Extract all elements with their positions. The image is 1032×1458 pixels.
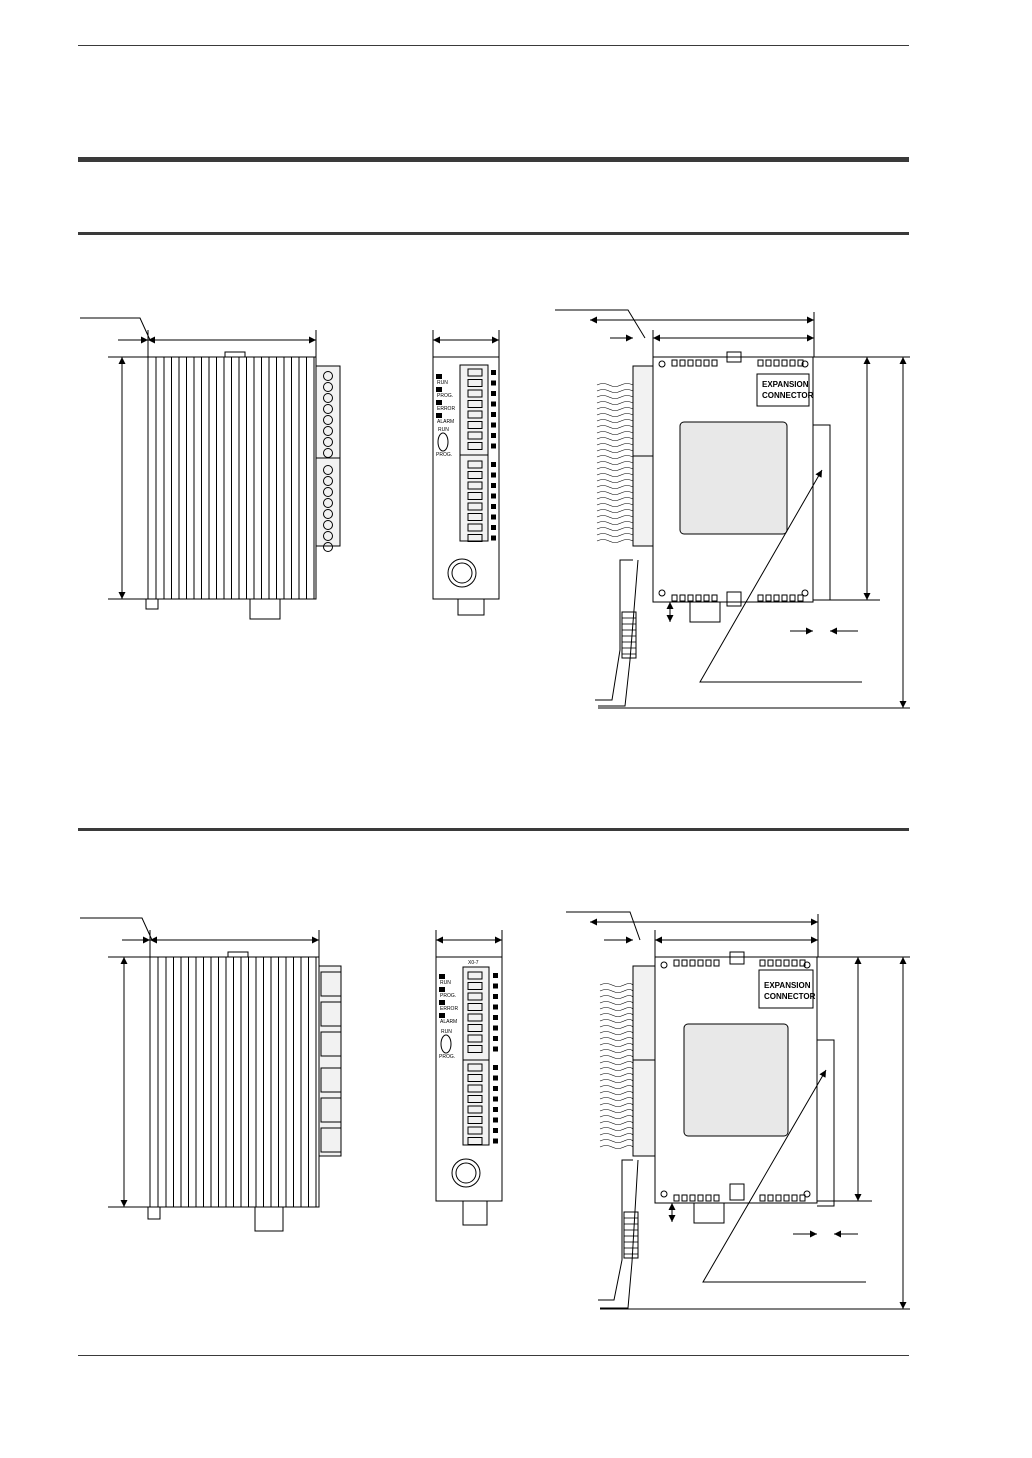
wire-strand	[597, 438, 633, 441]
vent-slot	[682, 960, 687, 966]
wire-strand	[597, 420, 633, 423]
wire-strand	[597, 384, 633, 387]
front-view-1	[433, 330, 499, 615]
wire-strand	[600, 1074, 633, 1077]
status-led-label: RUN	[437, 380, 448, 386]
vent-slot	[688, 360, 693, 366]
expansion-label-1-line1: EXPANSION	[762, 380, 809, 389]
wire-strand	[597, 492, 633, 495]
io-led	[493, 1139, 498, 1144]
wire-strand	[600, 1134, 633, 1137]
vent-slot	[674, 960, 679, 966]
status-led-label: PROG.	[440, 993, 457, 999]
connector-label-2: X0-7	[468, 960, 479, 966]
wire-strand	[600, 1008, 633, 1011]
wire-strand	[600, 990, 633, 993]
io-led	[491, 536, 496, 541]
wire-strand	[597, 390, 633, 393]
io-led	[493, 1128, 498, 1133]
vent-slot	[698, 1195, 703, 1201]
vent-slot	[680, 595, 685, 601]
wire-strand	[600, 1110, 633, 1113]
vent-slot	[680, 360, 685, 366]
io-led	[491, 370, 496, 375]
vent-slot	[792, 1195, 797, 1201]
vent-slot	[674, 1195, 679, 1201]
status-led	[436, 387, 442, 392]
io-led	[493, 984, 498, 989]
side-view-1	[80, 318, 340, 619]
wire-strand	[600, 1002, 633, 1005]
expansion-label-2-line2: CONNECTOR	[764, 992, 816, 1001]
vent-slot	[766, 360, 771, 366]
wire-strand	[597, 516, 633, 519]
wire-strand	[597, 540, 633, 543]
io-led	[491, 444, 496, 449]
io-led	[491, 494, 496, 499]
vent-slot	[696, 595, 701, 601]
status-led	[439, 1013, 445, 1018]
wire-strand	[597, 426, 633, 429]
cable-plug	[624, 1212, 638, 1258]
figure-1	[80, 310, 910, 708]
io-led	[491, 473, 496, 478]
vent-slot	[790, 360, 795, 366]
io-led	[493, 1107, 498, 1112]
io-led	[491, 525, 496, 530]
wire-strand	[600, 1140, 633, 1143]
wire-strand	[597, 456, 633, 459]
wire-strand	[600, 1062, 633, 1065]
io-led	[493, 1118, 498, 1123]
wire-strand	[597, 432, 633, 435]
status-led	[436, 374, 442, 379]
front-led-labels-1	[436, 374, 455, 425]
vent-slot	[758, 595, 763, 601]
vent-slot	[698, 960, 703, 966]
io-led	[493, 994, 498, 999]
wire-strand	[597, 528, 633, 531]
wire-strand	[597, 396, 633, 399]
wire-strand	[597, 510, 633, 513]
wire-strand	[600, 1080, 633, 1083]
wire-strand	[597, 450, 633, 453]
vent-slot	[776, 1195, 781, 1201]
wire-strand	[600, 1146, 633, 1149]
wire-strand	[600, 1038, 633, 1041]
vent-slot	[758, 360, 763, 366]
rear-view-2	[566, 912, 910, 1309]
wire-strand	[597, 486, 633, 489]
vent-slot	[768, 1195, 773, 1201]
wire-strand	[600, 1068, 633, 1071]
vent-slot	[712, 360, 717, 366]
wire-strand	[597, 480, 633, 483]
io-led	[491, 504, 496, 509]
front-view-2	[436, 930, 502, 1225]
io-led	[491, 381, 496, 386]
vent-slot	[760, 1195, 765, 1201]
vent-slot	[784, 1195, 789, 1201]
vent-slot	[672, 595, 677, 601]
vent-slot	[766, 595, 771, 601]
wire-strand	[600, 1098, 633, 1101]
vent-slot	[690, 1195, 695, 1201]
status-led-label: ALARM	[440, 1019, 458, 1025]
side-view-2	[80, 918, 341, 1231]
wire-strand	[597, 474, 633, 477]
wire-strand	[600, 1044, 633, 1047]
wire-strand	[597, 498, 633, 501]
wire-strand	[600, 984, 633, 987]
vent-slot	[704, 595, 709, 601]
status-led	[439, 987, 445, 992]
io-led	[493, 1065, 498, 1070]
wire-strand	[600, 1128, 633, 1131]
vent-slot	[682, 1195, 687, 1201]
wire-strand	[600, 1056, 633, 1059]
io-led	[491, 462, 496, 467]
status-led	[436, 413, 442, 418]
wire-strand	[600, 1116, 633, 1119]
vent-slot	[784, 960, 789, 966]
figure-2	[80, 912, 910, 1309]
io-led	[493, 1036, 498, 1041]
wire-strand	[597, 534, 633, 537]
vent-slot	[672, 360, 677, 366]
io-led	[493, 1026, 498, 1031]
status-led	[439, 1000, 445, 1005]
wire-strand	[600, 1014, 633, 1017]
vent-slot	[790, 595, 795, 601]
vent-slot	[760, 960, 765, 966]
io-led	[493, 1086, 498, 1091]
io-led	[493, 1015, 498, 1020]
io-led	[493, 1097, 498, 1102]
io-led	[493, 1005, 498, 1010]
vent-slot	[714, 1195, 719, 1201]
vent-slot	[712, 595, 717, 601]
vent-slot	[704, 360, 709, 366]
vent-slot	[714, 960, 719, 966]
status-led-label: ALARM	[437, 419, 455, 425]
wire-strand	[600, 1092, 633, 1095]
wire-strand	[600, 1032, 633, 1035]
vent-slot	[774, 595, 779, 601]
wire-strand	[597, 522, 633, 525]
vent-slot	[776, 960, 781, 966]
status-led	[439, 974, 445, 979]
status-led-label: ERROR	[440, 1006, 459, 1012]
vent-slot	[798, 595, 803, 601]
wire-strand	[600, 1086, 633, 1089]
vent-slot	[706, 960, 711, 966]
wire-strand	[597, 414, 633, 417]
vent-slot	[768, 960, 773, 966]
wire-strand	[600, 1026, 633, 1029]
io-led	[491, 412, 496, 417]
status-led-label: RUN	[440, 980, 451, 986]
io-led	[493, 1076, 498, 1081]
wire-strand	[597, 504, 633, 507]
io-led	[491, 483, 496, 488]
io-led	[491, 423, 496, 428]
vent-slot	[690, 960, 695, 966]
vent-slot	[792, 960, 797, 966]
wire-strand	[600, 1122, 633, 1125]
cable-plug	[622, 612, 636, 658]
status-led-label: PROG.	[437, 393, 454, 399]
io-led	[493, 973, 498, 978]
wire-strand	[600, 1104, 633, 1107]
vent-slot	[782, 360, 787, 366]
io-led	[491, 391, 496, 396]
rear-view-1	[555, 310, 910, 708]
io-led	[491, 515, 496, 520]
vent-slot	[782, 595, 787, 601]
wire-strand	[600, 1020, 633, 1023]
switch-label-1-prog: PROG.	[436, 452, 453, 458]
vent-slot	[688, 595, 693, 601]
wire-strand	[600, 996, 633, 999]
switch-label-2-run: RUN	[441, 1029, 452, 1035]
wire-strand	[597, 408, 633, 411]
wire-strand	[597, 468, 633, 471]
switch-label-1-run: RUN	[438, 427, 449, 433]
switch-label-2-prog: PROG.	[439, 1054, 456, 1060]
wire-strand	[597, 444, 633, 447]
status-led-label: ERROR	[437, 406, 456, 412]
wire-strand	[597, 462, 633, 465]
io-led	[491, 433, 496, 438]
io-led	[491, 402, 496, 407]
wire-strand	[600, 1050, 633, 1053]
vent-slot	[696, 360, 701, 366]
expansion-label-2-line1: EXPANSION	[764, 981, 811, 990]
vent-slot	[774, 360, 779, 366]
expansion-label-1-line2: CONNECTOR	[762, 391, 814, 400]
status-led	[436, 400, 442, 405]
wire-strand	[597, 402, 633, 405]
front-led-labels-2	[439, 974, 458, 1025]
vent-slot	[706, 1195, 711, 1201]
io-led	[493, 1047, 498, 1052]
